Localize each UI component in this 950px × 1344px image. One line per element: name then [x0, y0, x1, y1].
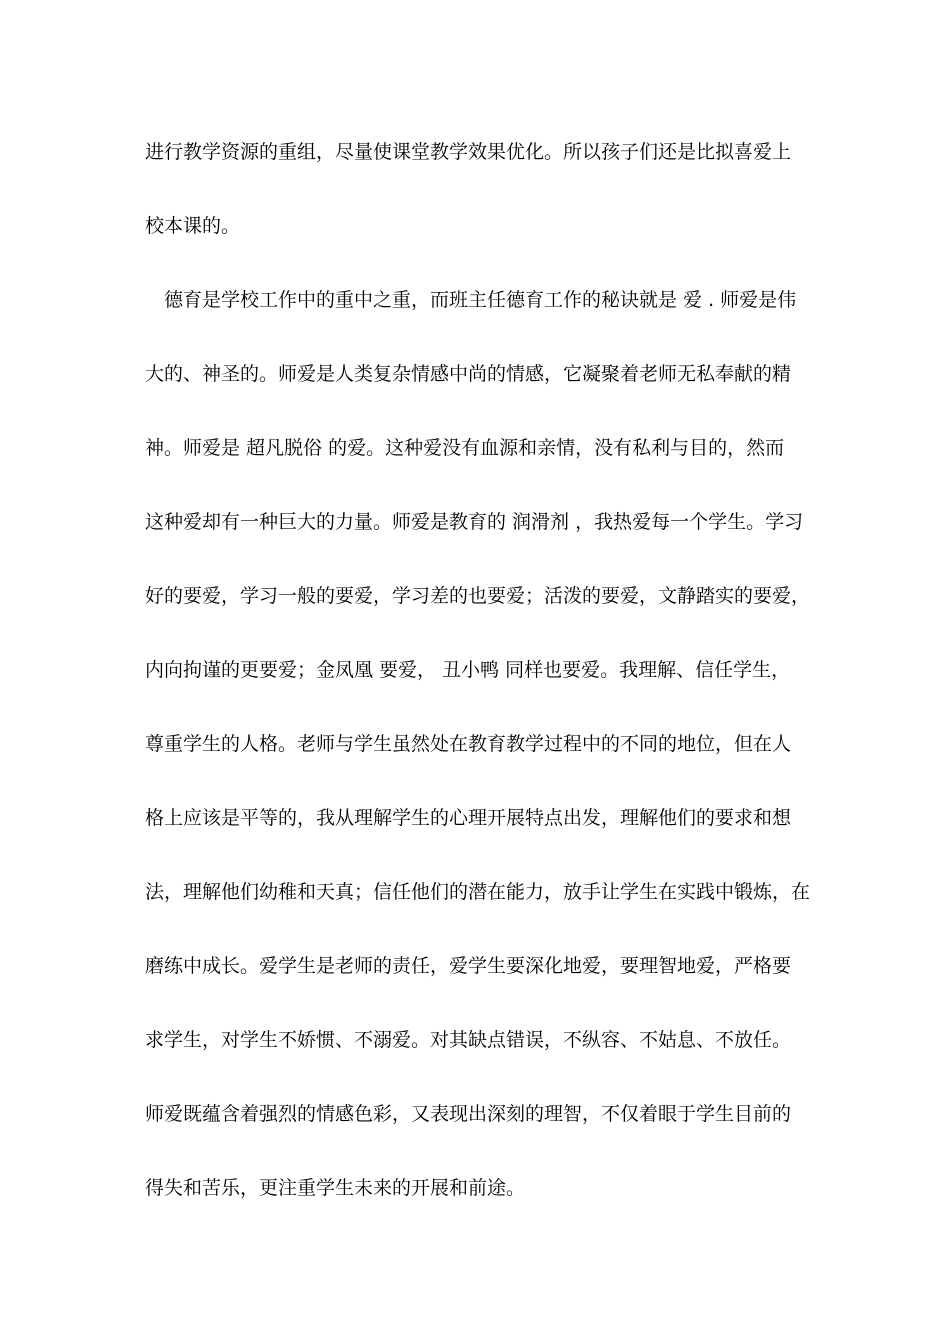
text-line: 好的要爱，学习一般的要爱，学习差的也要爱；活泼的要爱，文静踏实的要爱， — [145, 585, 811, 607]
paragraph-start-line: 德育是学校工作中的重中之重，而班主任德育工作的秘诀就是 爱 . 师爱是伟 — [164, 289, 797, 311]
text-line: 尊重学生的人格。老师与学生虽然处在教育教学过程中的不同的地位，但在人 — [145, 733, 792, 755]
text-line: 这种爱却有一种巨大的力量。师爱是教育的 润滑剂 ，我热爱每一个学生。学习 — [145, 511, 804, 533]
text-line: 求学生，对学生不娇惯、不溺爱。对其缺点错误，不纵容、不姑息、不放任。 — [145, 1029, 792, 1051]
text-line: 进行教学资源的重组，尽量使课堂教学效果优化。所以孩子们还是比拟喜爱上 — [145, 141, 792, 163]
text-line: 法，理解他们幼稚和天真；信任他们的潜在能力，放手让学生在实践中锻炼，在 — [145, 881, 811, 903]
text-line: 校本课的。 — [145, 215, 241, 237]
text-line: 格上应该是平等的，我从理解学生的心理开展特点出发，理解他们的要求和想 — [145, 807, 792, 829]
text-line: 神。师爱是 超凡脱俗 的爱。这种爱没有血源和亲情，没有私利与目的，然而 — [145, 437, 785, 459]
text-line: 磨练中成长。爱学生是老师的责任，爱学生要深化地爱，要理智地爱，严格要 — [145, 955, 792, 977]
text-line: 大的、神圣的。师爱是人类复杂情感中尚的情感，它凝聚着老师无私奉献的精 — [145, 363, 792, 385]
text-line: 师爱既蕴含着强烈的情感色彩，又表现出深刻的理智，不仅着眼于学生目前的 — [145, 1103, 792, 1125]
text-line: 得失和苦乐，更注重学生未来的开展和前途。 — [145, 1177, 526, 1199]
text-line: 内向拘谨的更要爱；金凤凰 要爱， 丑小鸭 同样也要爱。我理解、信任学生， — [145, 659, 791, 681]
